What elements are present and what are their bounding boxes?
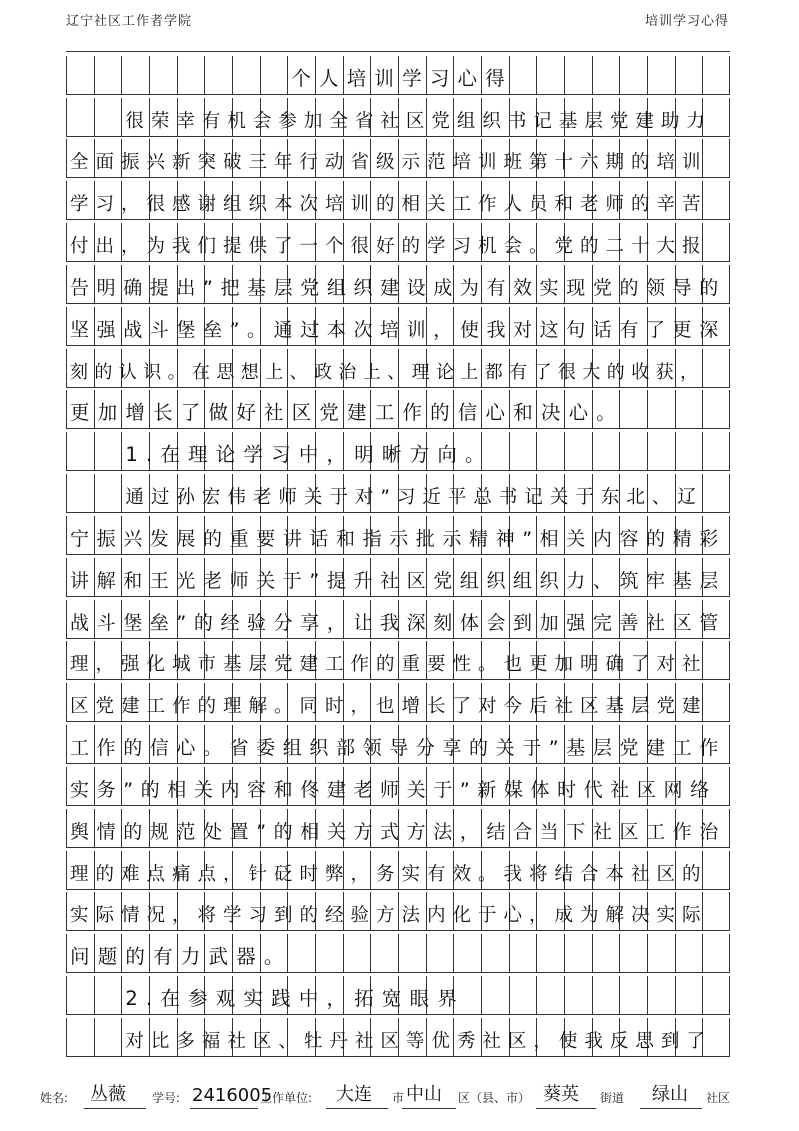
handwritten-line — [66, 809, 730, 847]
grid-row — [66, 683, 730, 722]
handwritten-line — [66, 851, 730, 889]
handwritten-line — [66, 600, 730, 638]
street-suffix: 街道 — [600, 1091, 625, 1105]
student-no-value: 2416005 — [192, 1085, 273, 1106]
handwritten-line-text: 付出，为我们提供了一个很好的学习机会。党的二十大报 — [70, 236, 708, 258]
grid-row — [66, 223, 730, 262]
handwritten-line — [66, 223, 730, 261]
handwritten-line — [66, 683, 730, 721]
handwritten-line — [66, 139, 730, 177]
grid-row — [66, 390, 730, 429]
handwritten-line — [66, 390, 730, 428]
grid-row — [66, 181, 730, 220]
handwritten-line-text: 宁振兴发展的重要讲话和指示批示精神”相关内容的精彩 — [70, 527, 726, 550]
grid-row — [66, 474, 730, 513]
handwritten-line-text: 问题的有力武器。 — [70, 945, 292, 969]
handwritten-line-text: 理的难点痛点，针砭时弊，务实有效。我将结合本社区的 — [70, 863, 708, 885]
grid-row — [66, 600, 730, 639]
grid-row — [66, 641, 730, 680]
handwritten-line-text: 区党建工作的理解。同时，也增长了对今后社区基层党建 — [70, 696, 708, 718]
handwritten-line — [66, 1018, 730, 1056]
handwritten-line-text: 坚强战斗堡垒”。通过本次培训，使我对这句话有了更深 — [70, 318, 726, 341]
student-no-label: 学号: — [152, 1091, 181, 1105]
community-suffix: 社区 — [706, 1091, 731, 1105]
handwritten-line — [66, 516, 730, 554]
handwritten-line — [66, 767, 730, 805]
city-suffix: 市 — [392, 1091, 405, 1105]
grid-row — [66, 976, 730, 1015]
handwritten-line — [66, 98, 730, 136]
handwritten-line-text: 战斗堡垒”的经验分享，让我深刻体会到加强完善社区管 — [70, 611, 726, 634]
grid-row — [66, 1018, 730, 1057]
grid-row — [66, 767, 730, 806]
handwritten-line — [66, 432, 730, 470]
handwritten-line-text: 对比多福社区、牡丹社区等优秀社区，使我反思到了 — [125, 1030, 712, 1052]
handwritten-line-text: 个人培训学习心得 — [291, 66, 513, 90]
grid-row — [66, 558, 730, 597]
handwritten-line — [66, 558, 730, 596]
handwritten-line — [66, 976, 730, 1014]
handwritten-line — [66, 641, 730, 679]
handwritten-line — [66, 181, 730, 219]
handwritten-line-text: 全面振兴新突破三年行动省级示范培训班第十六期的培训 — [70, 152, 708, 174]
city-value: 大连 — [336, 1084, 372, 1105]
handwritten-line-text: 实务”的相关内容和佟建老师关于”新媒体时代社区网络 — [70, 778, 717, 801]
street-underline — [536, 1108, 596, 1109]
handwritten-line-text: 讲解和王光老师关于”提升社区党组织组织力、筑牢基层 — [70, 569, 726, 592]
header-school-name: 辽宁社区工作者学院 — [66, 14, 193, 29]
grid-row — [66, 892, 730, 931]
grid-row — [66, 809, 730, 848]
grid-row — [66, 56, 730, 95]
handwritten-line-text: 更加增长了做好社区党建工作的信心和决心。 — [70, 401, 625, 425]
handwritten-line-text: 通过孙宏伟老师关于对”习近平总书记关于东北、辽 — [125, 487, 703, 509]
grid-row — [66, 139, 730, 178]
header-document-type: 培训学习心得 — [644, 14, 729, 29]
manuscript-grid-paper — [66, 51, 730, 1056]
city-underline — [326, 1108, 388, 1109]
grid-row — [66, 934, 730, 973]
handwritten-line — [66, 892, 730, 930]
handwritten-line-text: 舆情的规范处置”的相关方式方法，结合当下社区工作治 — [70, 820, 726, 843]
handwritten-line-text: 理，强化城市基层党建工作的重要性。也更加明确了对社 — [70, 654, 708, 676]
name-label: 姓名: — [40, 1091, 69, 1105]
handwritten-line-text: 实际情况，将学习到的经验方法内化于心，成为解决实际 — [70, 905, 708, 927]
handwritten-line — [66, 265, 730, 303]
grid-row — [66, 349, 730, 388]
handwritten-line — [66, 725, 730, 763]
handwritten-line — [66, 307, 730, 345]
grid-row — [66, 98, 730, 137]
handwritten-line — [66, 934, 730, 972]
handwritten-line-text: 1.在理论学习中，明晰方向。 — [125, 443, 493, 467]
handwritten-line — [66, 474, 730, 512]
handwritten-line-text: 刻的认识。在思想上、政治上、理论上都有了很大的收获， — [70, 361, 705, 383]
handwritten-line-text: 工作的信心。省委组织部领导分享的关于”基层党建工作 — [70, 737, 726, 760]
handwritten-line-text: 很荣幸有机会参加全省社区党组织书记基层党建助力 — [125, 110, 712, 132]
student-no-underline — [190, 1108, 258, 1109]
grid-row — [66, 432, 730, 471]
grid-row — [66, 307, 730, 346]
handwritten-line-text: 2.在参观实践中，拓宽眼界 — [125, 987, 466, 1011]
name-value: 丛薇 — [90, 1084, 126, 1105]
grid-row — [66, 851, 730, 890]
handwritten-line-text: 告明确提出”把基层党组织建设成为有效实现党的领导的 — [70, 276, 726, 299]
name-underline — [84, 1108, 146, 1109]
grid-row — [66, 265, 730, 304]
community-underline — [640, 1108, 702, 1109]
district-underline — [402, 1108, 456, 1109]
grid-row — [66, 725, 730, 764]
handwritten-line — [66, 56, 730, 94]
community-value: 绿山 — [652, 1084, 688, 1105]
district-value: 中山 — [406, 1084, 442, 1105]
handwritten-line-text: 学习，很感谢组织本次培训的相关工作人员和老师的辛苦 — [70, 194, 708, 216]
street-value: 葵英 — [543, 1084, 579, 1105]
district-suffix: 区（县、市） — [458, 1091, 531, 1105]
handwritten-line — [66, 349, 730, 387]
grid-row — [66, 516, 730, 555]
footer-info — [40, 1082, 760, 1112]
work-unit-label: 工作单位: — [260, 1091, 313, 1105]
